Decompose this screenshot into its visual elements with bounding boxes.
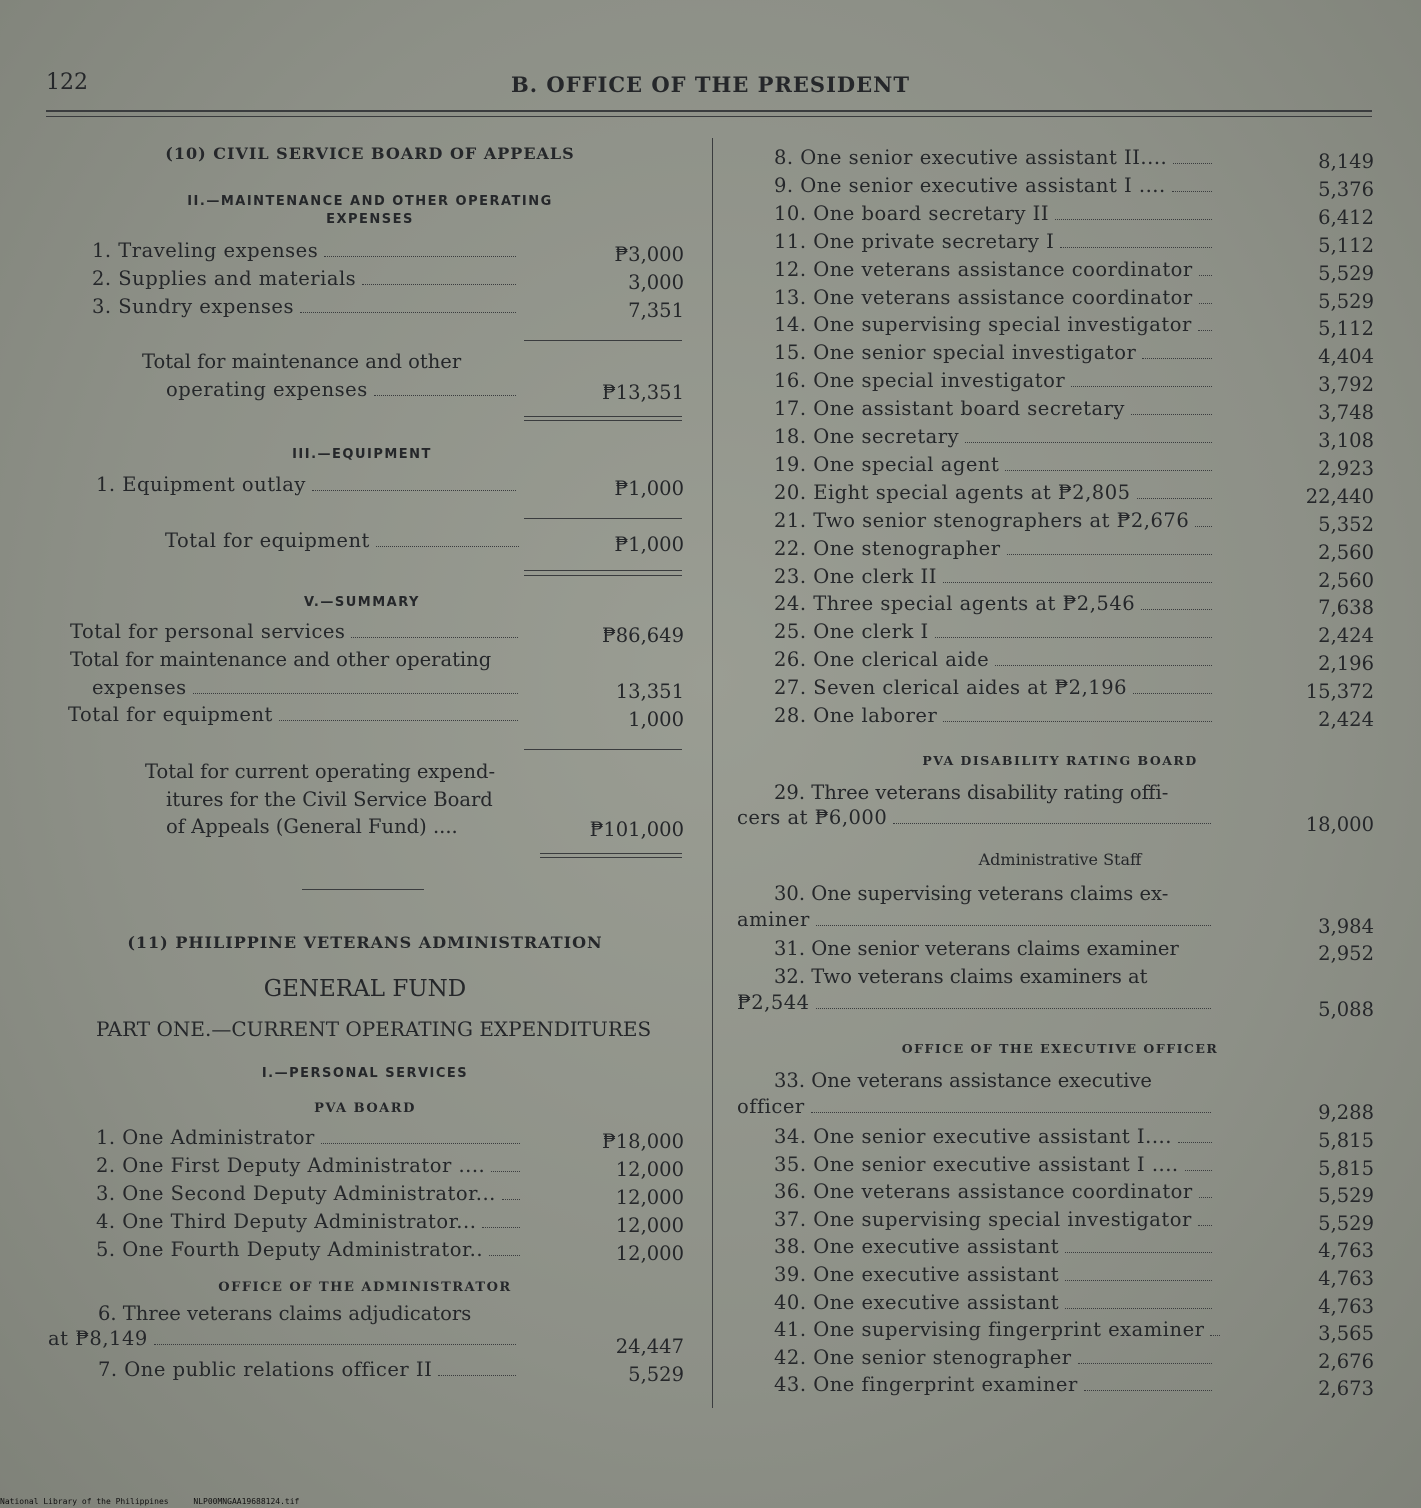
- right-item-amount: 2,923: [1318, 456, 1374, 480]
- right-item-row: [774, 537, 1218, 560]
- maint-item-amount: 7,351: [628, 299, 684, 322]
- column-divider: [712, 138, 713, 1408]
- item-30-label: 30. One supervising veterans claims ex-: [774, 882, 1169, 905]
- right-item-row: [774, 509, 1218, 532]
- right-item-label: 18. One secretary: [774, 425, 960, 448]
- board-item-label: 3. One Second Deputy Administrator...: [96, 1182, 496, 1205]
- right-item-row: [774, 202, 1218, 225]
- right-item-amount: 5,112: [1318, 317, 1374, 341]
- maint-heading-cont: EXPENSES: [326, 212, 414, 227]
- right-item-label: 12. One veterans assistance coordinator: [774, 257, 1193, 281]
- right-item-amount: 2,424: [1318, 708, 1374, 731]
- right-item-row: [774, 648, 1218, 671]
- summary-personal-amount: ₱86,649: [602, 624, 684, 647]
- summary-maint-amount: 13,351: [615, 680, 684, 703]
- item-29-row: [737, 806, 1217, 829]
- section-11-title: (11) PHILIPPINE VETERANS ADMINISTRATION: [127, 933, 603, 952]
- page-title: B. OFFICE OF THE PRESIDENT: [511, 72, 910, 97]
- right-item-label: 36. One veterans assistance coordinator: [774, 1180, 1193, 1204]
- board-item-row: [96, 1126, 526, 1149]
- right-item-amount: 8,149: [1318, 150, 1374, 173]
- exec-office-heading: OFFICE OF THE EXECUTIVE OFFICER: [901, 1041, 1219, 1056]
- right-item-row: [774, 620, 1218, 643]
- right-item-label: 42. One senior stenographer: [774, 1345, 1072, 1369]
- right-item-label: 23. One clerk II: [774, 564, 937, 588]
- maint-total-label-2: operating expenses: [166, 378, 368, 401]
- subtotal-rule: [524, 340, 682, 341]
- personal-services-heading: I.—PERSONAL SERVICES: [261, 1066, 469, 1081]
- maint-item-amount: 3,000: [628, 271, 684, 294]
- right-item-amount: 5,352: [1318, 512, 1374, 536]
- right-item-label: 39. One executive assistant: [774, 1263, 1060, 1286]
- item-33-amount: 9,288: [1318, 1101, 1374, 1124]
- equip-total-row: [165, 529, 525, 552]
- right-item-row: [774, 286, 1218, 309]
- board-item-label: 4. One Third Deputy Administrator...: [96, 1210, 477, 1233]
- office-admin-heading: OFFICE OF THE ADMINISTRATOR: [218, 1280, 512, 1295]
- right-item-row: [774, 313, 1218, 336]
- maint-total-label: Total for maintenance and other: [142, 350, 462, 373]
- right-item-amount: 5,112: [1318, 233, 1374, 257]
- equip-item-row: [96, 473, 522, 496]
- item-29-amount: 18,000: [1305, 813, 1374, 836]
- right-item-label: 43. One fingerprint examiner: [774, 1373, 1078, 1397]
- maint-heading: II.—MAINTENANCE AND OTHER OPERATING: [187, 194, 553, 209]
- header-rule-thin: [46, 116, 1372, 117]
- header-rule: [46, 110, 1372, 112]
- right-item-amount: 3,108: [1318, 429, 1374, 452]
- equip-total-amount: ₱1,000: [614, 533, 684, 556]
- right-item-label: 14. One supervising special investigator: [774, 313, 1192, 337]
- item-31-amount: 2,952: [1318, 942, 1374, 965]
- right-item-amount: 2,196: [1318, 652, 1374, 676]
- maint-total-amount: ₱13,351: [602, 381, 684, 404]
- right-item-row: [774, 1346, 1218, 1369]
- maint-item-row: [92, 295, 522, 318]
- right-item-row: [774, 676, 1218, 699]
- right-item-row: [774, 1208, 1218, 1231]
- item-29-label-2: cers at ₱6,000: [737, 806, 888, 829]
- item-7-amount: 5,529: [628, 1363, 684, 1386]
- right-item-row: [774, 1125, 1218, 1148]
- general-fund-heading: GENERAL FUND: [263, 976, 467, 1002]
- right-item-label: 11. One private secretary I: [774, 229, 1055, 253]
- right-item-label: 38. One executive assistant: [774, 1235, 1060, 1259]
- maint-total-row: [166, 378, 522, 401]
- right-item-amount: 15,372: [1305, 680, 1374, 704]
- maint-item-label: 2. Supplies and materials: [92, 267, 357, 290]
- maint-item-amount: ₱3,000: [614, 243, 684, 266]
- summary-maint-label-2: expenses: [92, 676, 187, 699]
- maint-item-row: [92, 239, 522, 262]
- right-item-label: 26. One clerical aide: [774, 648, 990, 672]
- board-item-amount: 12,000: [615, 1186, 684, 1209]
- right-item-amount: 4,404: [1318, 345, 1374, 369]
- part-one-heading: PART ONE.—CURRENT OPERATING EXPENDITURES: [96, 1017, 652, 1041]
- board-item-row: [96, 1154, 526, 1177]
- right-item-row: [774, 425, 1218, 448]
- equip-total-label: Total for equipment: [165, 529, 370, 552]
- footer-library: National Library of the Philippines: [0, 1497, 169, 1506]
- right-item-label: 8. One senior executive assistant II....: [774, 146, 1168, 169]
- item-33-row: [737, 1095, 1217, 1118]
- item-32-amount: 5,088: [1318, 998, 1374, 1021]
- summary-rule: [524, 749, 682, 750]
- item-33-label-2: officer: [737, 1095, 805, 1118]
- right-item-row: [774, 230, 1218, 253]
- grand-total-label-1: Total for current operating expend-: [145, 760, 496, 783]
- disability-board-heading: PVA DISABILITY RATING BOARD: [922, 753, 1198, 768]
- right-item-row: [774, 592, 1218, 615]
- page-number: 122: [46, 70, 88, 95]
- item-32-row: [737, 991, 1217, 1014]
- right-item-row: [774, 146, 1218, 169]
- right-item-label: 24. Three special agents at ₱2,546: [774, 592, 1136, 616]
- maint-item-label: 1. Traveling expenses: [92, 239, 319, 262]
- item-33-label: 33. One veterans assistance executive: [774, 1069, 1152, 1092]
- right-item-amount: 2,560: [1318, 540, 1374, 564]
- equip-heading: III.—EQUIPMENT: [292, 447, 432, 462]
- summary-equip-amount: 1,000: [628, 708, 684, 731]
- right-item-label: 41. One supervising fingerprint examiner: [774, 1318, 1205, 1342]
- right-item-label: 27. Seven clerical aides at ₱2,196: [774, 676, 1128, 700]
- item-30-label-2: aminer: [737, 908, 810, 931]
- right-item-label: 20. Eight special agents at ₱2,805: [774, 480, 1131, 504]
- right-item-row: [774, 704, 1218, 727]
- right-item-row: [774, 1373, 1218, 1396]
- board-item-label: 2. One First Deputy Administrator ....: [96, 1154, 486, 1177]
- pva-board-heading: PVA BOARD: [314, 1101, 416, 1116]
- right-item-label: 21. Two senior stenographers at ₱2,676: [774, 508, 1190, 532]
- summary-heading: V.—SUMMARY: [304, 595, 420, 610]
- right-item-amount: 6,412: [1318, 205, 1374, 229]
- right-item-label: 22. One stenographer: [774, 536, 1001, 560]
- item-31-label: 31. One senior veterans claims examiner: [774, 937, 1179, 960]
- right-item-amount: 5,529: [1318, 1211, 1374, 1235]
- summary-equip-label: Total for equipment: [68, 703, 273, 726]
- right-item-row: [774, 453, 1218, 476]
- total-rule-2: [524, 420, 682, 421]
- grand-total-rule-2: [540, 857, 682, 858]
- item-6-amount: 24,447: [615, 1335, 684, 1358]
- right-item-row: [774, 341, 1218, 364]
- right-item-amount: 2,424: [1318, 624, 1374, 648]
- section-10-title: (10) CIVIL SERVICE BOARD OF APPEALS: [165, 144, 575, 163]
- maint-item-row: [92, 267, 522, 290]
- board-item-amount: 12,000: [615, 1214, 684, 1237]
- right-item-label: 37. One supervising special investigator: [774, 1207, 1192, 1231]
- equip-total-rule: [524, 570, 682, 571]
- right-item-amount: 3,565: [1318, 1322, 1374, 1346]
- summary-personal-label: Total for personal services: [70, 620, 346, 643]
- right-item-amount: 5,529: [1318, 289, 1374, 313]
- right-item-label: 9. One senior executive assistant I ....: [774, 173, 1166, 197]
- item-30-row: [737, 908, 1217, 931]
- right-item-amount: 4,763: [1318, 1294, 1374, 1318]
- right-item-label: 28. One laborer: [774, 704, 938, 727]
- grand-total-label-3: of Appeals (General Fund) ....: [166, 815, 458, 838]
- right-item-row: [774, 1153, 1218, 1176]
- admin-staff-heading: Administrative Staff: [978, 850, 1142, 869]
- right-item-amount: 3,792: [1318, 373, 1374, 397]
- right-item-row: [774, 397, 1218, 420]
- board-item-row: [96, 1238, 526, 1261]
- item-32-label: 32. Two veterans claims examiners at: [774, 965, 1148, 988]
- right-item-label: 25. One clerk I: [774, 620, 929, 644]
- summary-maint-label: Total for maintenance and other operating: [70, 648, 492, 671]
- item-6-label-2: at ₱8,149: [48, 1327, 148, 1350]
- right-item-row: [774, 565, 1218, 588]
- right-item-row: [774, 1263, 1218, 1286]
- right-item-amount: 4,763: [1318, 1239, 1374, 1263]
- grand-total-label-2: itures for the Civil Service Board: [166, 788, 493, 811]
- item-7-row: [98, 1358, 522, 1381]
- right-item-row: [774, 369, 1218, 392]
- right-item-row: [774, 1180, 1218, 1203]
- board-item-row: [96, 1182, 526, 1205]
- scan-footer: [0, 1497, 319, 1506]
- right-item-row: [774, 1291, 1218, 1314]
- right-item-label: 16. One special investigator: [774, 369, 1066, 393]
- item-32-label-2: ₱2,544: [737, 991, 810, 1014]
- right-item-amount: 5,529: [1318, 261, 1374, 285]
- right-item-row: [774, 258, 1218, 281]
- board-item-label: 1. One Administrator: [96, 1126, 315, 1149]
- item-6-row: [48, 1327, 522, 1350]
- right-item-label: 35. One senior executive assistant I ....: [774, 1152, 1179, 1176]
- right-item-amount: 2,560: [1318, 568, 1374, 592]
- right-item-amount: 5,529: [1318, 1184, 1374, 1208]
- right-item-amount: 2,673: [1318, 1377, 1374, 1401]
- maint-item-label: 3. Sundry expenses: [92, 295, 294, 318]
- footer-file: NLP00MNGAA19688124.tif: [193, 1497, 300, 1506]
- board-item-label: 5. One Fourth Deputy Administrator..: [96, 1238, 484, 1261]
- right-item-amount: 3,748: [1318, 401, 1374, 425]
- right-item-amount: 22,440: [1305, 484, 1374, 508]
- right-item-row: [774, 1318, 1218, 1341]
- section-separator: [302, 889, 424, 890]
- right-item-amount: 2,676: [1318, 1349, 1374, 1373]
- item-6-label: 6. Three veterans claims adjudicators: [98, 1302, 472, 1325]
- board-item-amount: 12,000: [615, 1158, 684, 1181]
- right-item-amount: 7,638: [1318, 596, 1374, 620]
- right-item-amount: 5,815: [1318, 1129, 1374, 1152]
- right-item-label: 40. One executive assistant: [774, 1290, 1060, 1314]
- item-29-label: 29. Three veterans disability rating offi-: [774, 781, 1169, 804]
- equip-total-rule-2: [524, 575, 682, 576]
- right-item-label: 17. One assistant board secretary: [774, 397, 1125, 421]
- item-7-label: 7. One public relations officer II: [98, 1358, 433, 1381]
- equip-item-amount: ₱1,000: [614, 477, 684, 500]
- right-item-row: [774, 1235, 1218, 1258]
- right-item-row: [774, 174, 1218, 197]
- equip-rule: [524, 518, 682, 519]
- right-item-label: 13. One veterans assistance coordinator: [774, 285, 1193, 309]
- right-item-row: [774, 481, 1218, 504]
- equip-item-label: 1. Equipment outlay: [96, 473, 306, 496]
- summary-maint-row: [92, 676, 524, 699]
- board-item-amount: ₱18,000: [602, 1130, 684, 1153]
- item-30-amount: 3,984: [1318, 915, 1374, 938]
- right-item-label: 10. One board secretary II: [774, 201, 1050, 225]
- right-item-amount: 5,815: [1318, 1156, 1374, 1180]
- board-item-row: [96, 1210, 526, 1233]
- right-item-label: 34. One senior executive assistant I....: [774, 1125, 1172, 1148]
- right-item-amount: 5,376: [1318, 177, 1374, 201]
- right-item-label: 15. One senior special investigator: [774, 341, 1137, 365]
- summary-equip-row: [68, 703, 524, 726]
- right-item-amount: 4,763: [1318, 1267, 1374, 1290]
- right-item-label: 19. One special agent: [774, 452, 1000, 476]
- total-rule: [524, 416, 682, 417]
- board-item-amount: 12,000: [615, 1242, 684, 1265]
- grand-total-rule: [540, 853, 682, 854]
- summary-personal-row: [70, 620, 524, 643]
- grand-total-amount: ₱101,000: [589, 818, 684, 841]
